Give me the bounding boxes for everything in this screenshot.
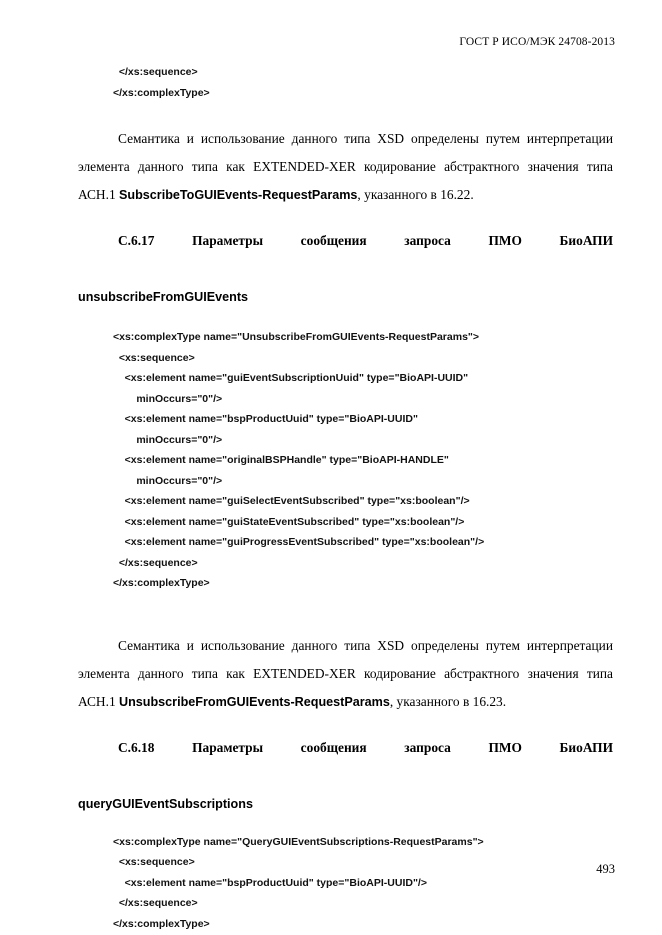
code-line: <xs:element name="originalBSPHandle" type="BioAPI-HANDLE": [113, 454, 449, 466]
code-line: <xs:element name="bspProductUuid" type="BioAPI-UUID": [113, 413, 418, 425]
code-line: <xs:element name="bspProductUuid" type="BioAPI-UUID"/>: [113, 876, 427, 889]
code-line: <xs:complexType name="QueryGUIEventSubscriptions-RequestParams">: [113, 835, 484, 848]
code-line: minOccurs="0"/>: [113, 392, 223, 405]
clause-heading-c618-title: С.6.18 Параметры сообщения запроса ПМО БиоАПИ: [118, 739, 613, 755]
paragraph-text-before-term: Семантика и использование данного типа XSD определены путем интерпретации элемента данного типа как EXTENDED-XER кодирование абстрактного значения типа АСН.1: [78, 131, 613, 202]
code-line: <xs:complexType name="UnsubscribeFromGUIEvents-RequestParams">: [113, 331, 480, 343]
semantics-paragraph-2: [78, 632, 613, 716]
code-line: </xs:complexType>: [113, 86, 210, 99]
clause-heading-c617-operation: unsubscribeFromGUIEvents: [78, 290, 249, 304]
paragraph-text-after-term: , указанного в 16.22.: [357, 187, 474, 202]
code-block-unsubscribe-from-gui-events: [113, 327, 613, 594]
code-line: </xs:complexType>: [113, 917, 210, 930]
page-number: 493: [596, 862, 615, 876]
clause-heading-c618: [78, 734, 613, 818]
code-line: </xs:complexType>: [113, 577, 210, 589]
code-block-query-gui-event-subscriptions: [113, 832, 613, 935]
code-line: minOccurs="0"/>: [113, 474, 223, 487]
code-line: </xs:sequence>: [113, 897, 198, 909]
clause-heading-c617: [78, 227, 613, 311]
code-line: minOccurs="0"/>: [113, 433, 223, 446]
paragraph-text-after-term: , указанного в 16.23.: [389, 693, 507, 709]
code-line: <xs:sequence>: [113, 351, 195, 364]
code-line: <xs:element name="guiProgressEventSubscribed" type="xs:boolean"/>: [113, 536, 485, 548]
code-line: </xs:sequence>: [113, 556, 198, 569]
asn1-type-name: SubscribeToGUIEvents-RequestParams: [119, 188, 358, 202]
code-block-continuation: [113, 62, 613, 103]
asn1-type-name: UnsubscribeFromGUIEvents-RequestParams: [119, 694, 390, 709]
code-line: </xs:sequence>: [113, 66, 198, 78]
code-line: <xs:element name="guiEventSubscriptionUuid" type="BioAPI-UUID": [113, 372, 469, 384]
clause-heading-c618-operation: queryGUIEventSubscriptions: [78, 796, 253, 811]
code-line: <xs:element name="guiStateEventSubscribed" type="xs:boolean"/>: [113, 515, 465, 528]
clause-heading-c617-title: С.6.17 Параметры сообщения запроса ПМО БиоАПИ: [118, 233, 613, 248]
semantics-paragraph-1: [78, 125, 613, 209]
code-line: <xs:element name="guiSelectEventSubscribed" type="xs:boolean"/>: [113, 495, 470, 507]
page-content: [78, 62, 613, 934]
code-line: <xs:sequence>: [113, 856, 195, 868]
document-header-standard-title: ГОСТ Р ИСО/МЭК 24708-2013: [459, 36, 615, 48]
paragraph-text-before-term: Семантика и использование данного типа XSD определены путем интерпретации элемента данного типа как EXTENDED-XER кодирование абстрактного значения типа АСН.1: [78, 637, 613, 709]
